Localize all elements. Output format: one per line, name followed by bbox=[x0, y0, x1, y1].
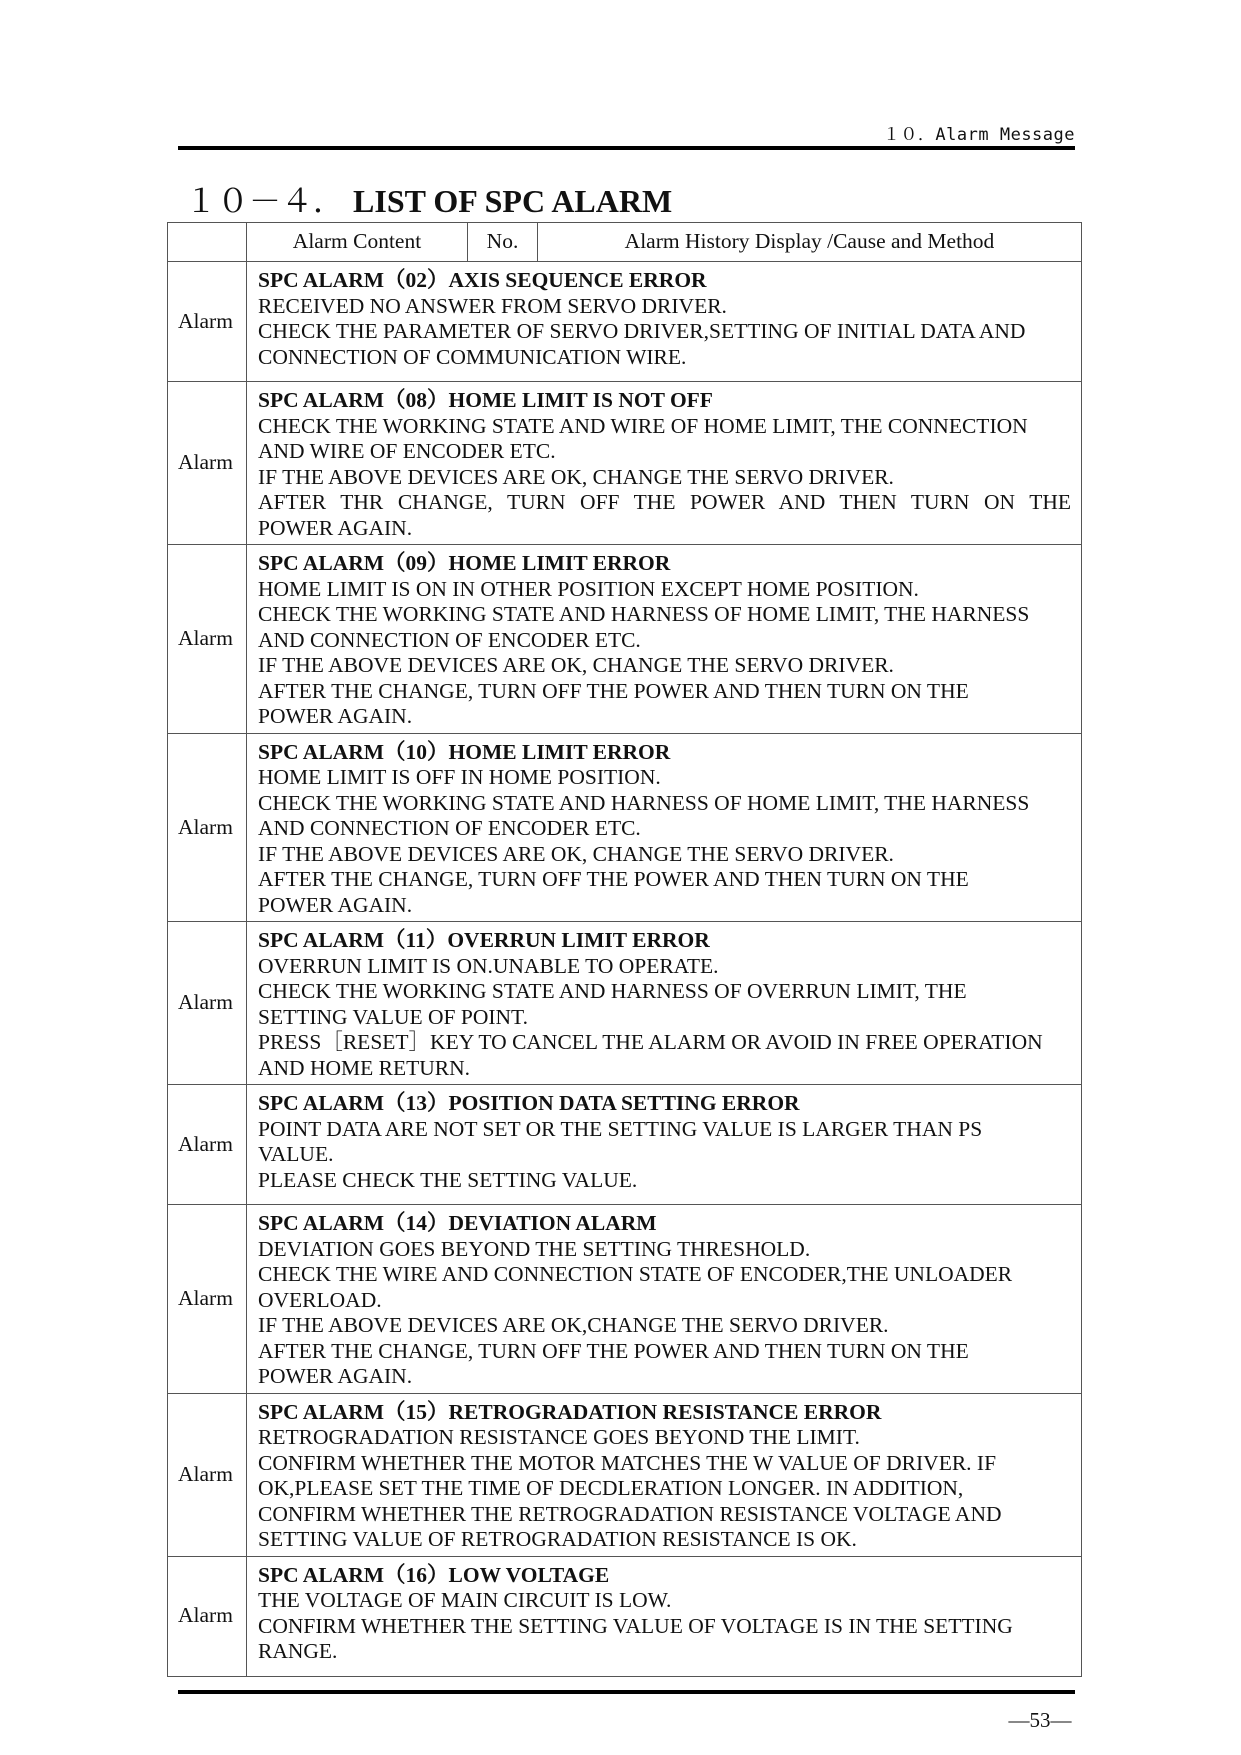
alarm-title: SPC ALARM（13）POSITION DATA SETTING ERROR bbox=[258, 1091, 800, 1115]
column-header-history: Alarm History Display /Cause and Method bbox=[538, 223, 1082, 262]
alarm-description-line: CHECK THE WIRE AND CONNECTION STATE OF ENCODER,THE UNLOADER bbox=[258, 1262, 1013, 1286]
section-title bbox=[185, 176, 672, 222]
alarm-description-line: CHECK THE WORKING STATE AND HARNESS OF HOME LIMIT, THE HARNESS bbox=[258, 790, 1030, 815]
alarm-description-line: AND WIRE OF ENCODER ETC. bbox=[258, 439, 556, 463]
alarm-description-cell bbox=[247, 262, 1082, 382]
alarm-description-line: THE VOLTAGE OF MAIN CIRCUIT IS LOW. bbox=[258, 1588, 672, 1612]
alarm-rows bbox=[168, 262, 1082, 1677]
alarm-table bbox=[167, 222, 1082, 1677]
alarm-description-cell bbox=[247, 1205, 1082, 1394]
alarm-title: SPC ALARM（11）OVERRUN LIMIT ERROR bbox=[258, 928, 710, 952]
alarm-description-line: CONNECTION OF COMMUNICATION WIRE. bbox=[258, 344, 687, 369]
alarm-type-cell: Alarm bbox=[168, 1085, 247, 1205]
alarm-description-line: POWER AGAIN. bbox=[258, 515, 413, 540]
alarm-type-cell: Alarm bbox=[168, 1205, 247, 1394]
alarm-description-line: DEVIATION GOES BEYOND THE SETTING THRESHOLD. bbox=[258, 1236, 811, 1261]
alarm-description-line: IF THE ABOVE DEVICES ARE OK, CHANGE THE SERVO DRIVER. bbox=[258, 841, 894, 866]
table-row bbox=[168, 1205, 1082, 1394]
alarm-title: SPC ALARM（08）HOME LIMIT IS NOT OFF bbox=[258, 388, 713, 412]
alarm-title: SPC ALARM（15）RETROGRADATION RESISTANCE ERROR bbox=[258, 1399, 882, 1424]
alarm-description-line: RANGE. bbox=[258, 1639, 338, 1663]
running-header: １０．Alarm Message bbox=[882, 125, 1075, 145]
alarm-description-line: CONFIRM WHETHER THE SETTING VALUE OF VOLTAGE IS IN THE SETTING bbox=[258, 1613, 1013, 1638]
table-row bbox=[168, 733, 1082, 922]
alarm-type-cell: Alarm bbox=[168, 1556, 247, 1676]
alarm-title: SPC ALARM（02）AXIS SEQUENCE ERROR bbox=[258, 268, 707, 292]
alarm-description-line: IF THE ABOVE DEVICES ARE OK, CHANGE THE SERVO DRIVER. bbox=[258, 464, 894, 489]
column-header-type bbox=[168, 223, 247, 262]
alarm-description-line: POWER AGAIN. bbox=[258, 1364, 413, 1388]
alarm-description-line: AFTER THE CHANGE, TURN OFF THE POWER AND THEN TURN ON THE bbox=[258, 1338, 969, 1363]
alarm-type-cell: Alarm bbox=[168, 1393, 247, 1556]
alarm-description-line: CHECK THE WORKING STATE AND HARNESS OF OVERRUN LIMIT, THE bbox=[258, 979, 967, 1003]
alarm-description-line: POWER AGAIN. bbox=[258, 892, 413, 917]
alarm-description-cell bbox=[247, 545, 1082, 734]
alarm-description-cell bbox=[247, 733, 1082, 922]
alarm-description-line: OVERLOAD. bbox=[258, 1287, 382, 1312]
alarm-description-line: AFTER THR CHANGE, TURN OFF THE POWER AND THEN TURN ON THE bbox=[258, 490, 1071, 514]
alarm-description-line: RETROGRADATION RESISTANCE GOES BEYOND THE LIMIT. bbox=[258, 1425, 860, 1449]
alarm-description-line: HOME LIMIT IS OFF IN HOME POSITION. bbox=[258, 765, 661, 789]
column-header-number: No. bbox=[468, 223, 538, 262]
alarm-description-line: RECEIVED NO ANSWER FROM SERVO DRIVER. bbox=[258, 293, 727, 318]
table-row bbox=[168, 262, 1082, 382]
page-number: —53— bbox=[1008, 1708, 1072, 1732]
alarm-description-line: POINT DATA ARE NOT SET OR THE SETTING VALUE IS LARGER THAN PS bbox=[258, 1116, 983, 1141]
alarm-description-cell bbox=[247, 1085, 1082, 1205]
alarm-description-line: AFTER THE CHANGE, TURN OFF THE POWER AND THEN TURN ON THE bbox=[258, 867, 969, 891]
table-row bbox=[168, 545, 1082, 734]
alarm-type-cell: Alarm bbox=[168, 545, 247, 734]
footer-rule bbox=[178, 1690, 1075, 1694]
alarm-type-cell: Alarm bbox=[168, 382, 247, 545]
alarm-title: SPC ALARM（09）HOME LIMIT ERROR bbox=[258, 551, 671, 575]
alarm-description-line: PLEASE CHECK THE SETTING VALUE. bbox=[258, 1167, 638, 1192]
alarm-description-line: PRESS［RESET］KEY TO CANCEL THE ALARM OR AVOID IN FREE OPERATION bbox=[258, 1030, 1043, 1054]
table-row bbox=[168, 1556, 1082, 1676]
table-row bbox=[168, 1085, 1082, 1205]
alarm-description-line: AND CONNECTION OF ENCODER ETC. bbox=[258, 816, 641, 840]
section-title-text: LIST OF SPC ALARM bbox=[353, 183, 673, 219]
table-row bbox=[168, 382, 1082, 545]
alarm-description-line: OK,PLEASE SET THE TIME OF DECDLERATION LONGER. IN ADDITION, bbox=[258, 1476, 964, 1500]
alarm-description-line: OVERRUN LIMIT IS ON.UNABLE TO OPERATE. bbox=[258, 953, 719, 978]
alarm-description-cell bbox=[247, 1393, 1082, 1556]
alarm-description-cell bbox=[247, 382, 1082, 545]
table-row bbox=[168, 922, 1082, 1085]
alarm-description-line: AFTER THE CHANGE, TURN OFF THE POWER AND THEN TURN ON THE bbox=[258, 678, 969, 703]
alarm-description-line: VALUE. bbox=[258, 1142, 334, 1166]
alarm-description-line: AND CONNECTION OF ENCODER ETC. bbox=[258, 627, 641, 652]
alarm-description-line: HOME LIMIT IS ON IN OTHER POSITION EXCEPT HOME POSITION. bbox=[258, 576, 919, 601]
alarm-type-cell: Alarm bbox=[168, 922, 247, 1085]
alarm-title: SPC ALARM（10）HOME LIMIT ERROR bbox=[258, 739, 671, 764]
table-header-row bbox=[168, 223, 1082, 262]
column-header-alarm-content: Alarm Content bbox=[247, 223, 468, 262]
alarm-description-line: SETTING VALUE OF POINT. bbox=[258, 1004, 528, 1029]
alarm-description-line: CHECK THE WORKING STATE AND WIRE OF HOME LIMIT, THE CONNECTION bbox=[258, 413, 1028, 438]
alarm-description-line: IF THE ABOVE DEVICES ARE OK,CHANGE THE SERVO DRIVER. bbox=[258, 1313, 889, 1337]
section-number: １０－４． bbox=[185, 183, 346, 219]
alarm-type-cell: Alarm bbox=[168, 262, 247, 382]
alarm-description-line: CHECK THE WORKING STATE AND HARNESS OF HOME LIMIT, THE HARNESS bbox=[258, 602, 1030, 626]
alarm-description-line: IF THE ABOVE DEVICES ARE OK, CHANGE THE SERVO DRIVER. bbox=[258, 653, 894, 677]
alarm-description-line: CONFIRM WHETHER THE MOTOR MATCHES THE W VALUE OF DRIVER. IF bbox=[258, 1450, 997, 1475]
header-rule bbox=[178, 146, 1075, 150]
alarm-description-line: AND HOME RETURN. bbox=[258, 1055, 471, 1080]
alarm-description-line: CONFIRM WHETHER THE RETROGRADATION RESISTANCE VOLTAGE AND bbox=[258, 1501, 1002, 1526]
alarm-description-line: SETTING VALUE OF RETROGRADATION RESISTANCE IS OK. bbox=[258, 1527, 857, 1551]
alarm-title: SPC ALARM（16）LOW VOLTAGE bbox=[258, 1562, 610, 1587]
alarm-description-cell bbox=[247, 1556, 1082, 1676]
table-row bbox=[168, 1393, 1082, 1556]
alarm-description-line: CHECK THE PARAMETER OF SERVO DRIVER,SETTING OF INITIAL DATA AND bbox=[258, 319, 1026, 343]
alarm-title: SPC ALARM（14）DEVIATION ALARM bbox=[258, 1211, 657, 1235]
alarm-description-line: POWER AGAIN. bbox=[258, 704, 413, 728]
alarm-description-cell bbox=[247, 922, 1082, 1085]
alarm-type-cell: Alarm bbox=[168, 733, 247, 922]
